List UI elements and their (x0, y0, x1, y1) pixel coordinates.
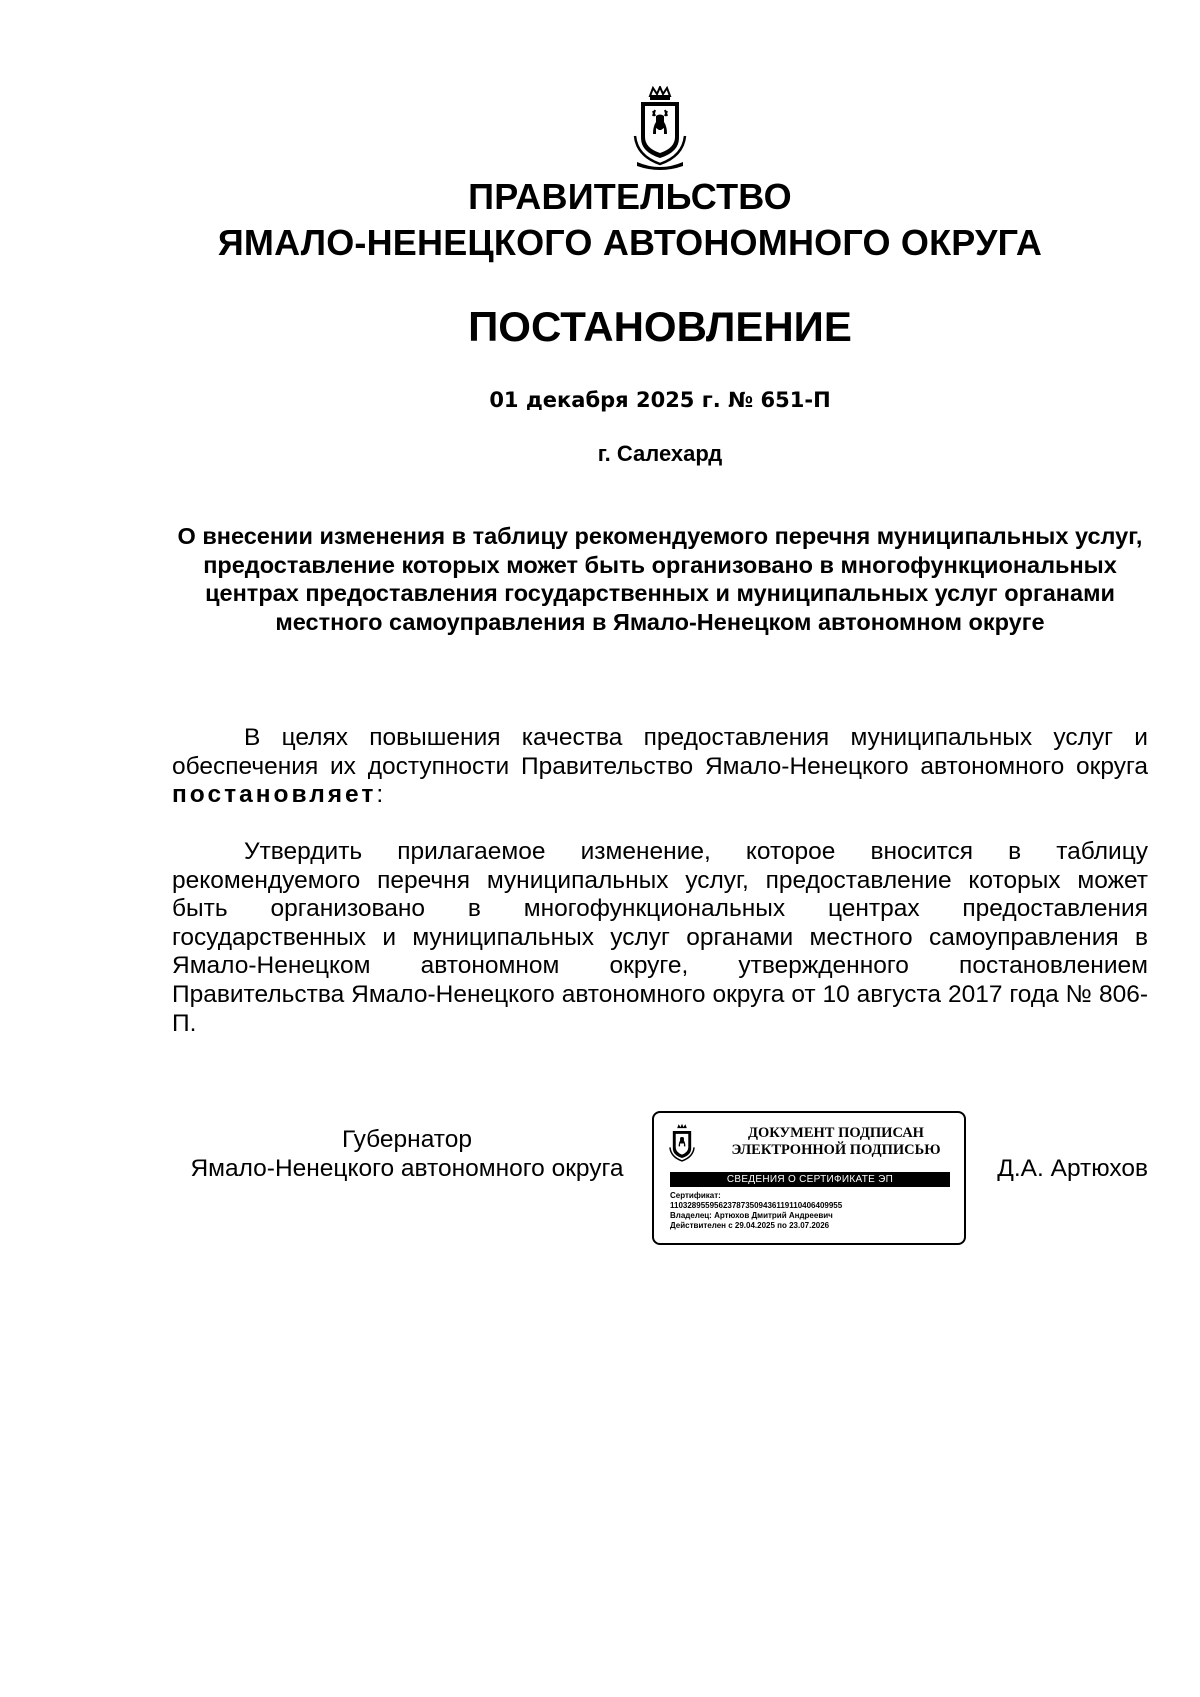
signatory-title-line-2: Ямало-Ненецкого автономного округа (190, 1155, 624, 1182)
electronic-signature-stamp (652, 1111, 966, 1245)
certificate-label: Сертификат: (670, 1191, 721, 1200)
stamp-heading-line-2: ЭЛЕКТРОННОЙ ПОДПИСЬЮ (731, 1142, 941, 1158)
signatory-title (172, 1125, 642, 1183)
government-line-2: ЯМАЛО-НЕНЕЦКОГО АВТОНОМНОГО ОКРУГА (217, 222, 1043, 263)
coat-of-arms-icon (631, 86, 689, 172)
certificate-number: 110328955956237873509436119110406409955 (670, 1201, 843, 1210)
government-header (0, 174, 1200, 266)
certificate-validity: Действителен с 29.04.2025 по 23.07.2026 (670, 1221, 830, 1230)
document-type-title: ПОСТАНОВЛЕНИЕ (468, 303, 852, 350)
preamble-paragraph (172, 724, 1148, 810)
city-line: г. Салехард (597, 441, 723, 466)
document-date-number: 01 декабря 2025 г. № 651-П (489, 388, 831, 412)
stamp-emblem-icon (668, 1123, 696, 1165)
document-subject: О внесении изменения в таблицу рекомендуемого перечня муниципальных услуг, предоставление которых может быть организовано в многофункциональных центрах предоставления государственных и муниципальных услуг органами местного самоуправления в Ямало-Ненецком автономном округе (177, 523, 1143, 635)
resolves-keyword: постановляет (172, 781, 377, 809)
preamble-text: В целях повышения качества предоставления муниципальных услуг и обеспечения их доступности Правительство Ямало-Ненецкого автономного округа (172, 724, 1148, 780)
stamp-heading-line-1: ДОКУМЕНТ ПОДПИСАН (748, 1125, 924, 1141)
signatory-name: Д.А. Артюхов (997, 1155, 1148, 1182)
certificate-info-bar: СВЕДЕНИЯ О СЕРТИФИКАТЕ ЭП (670, 1172, 950, 1187)
certificate-owner: Владелец: Артюхов Дмитрий Андреевич (670, 1211, 833, 1220)
preamble-end: : (376, 781, 384, 809)
signatory-title-line-1: Губернатор (342, 1126, 472, 1153)
stamp-heading (714, 1125, 958, 1159)
government-line-1: ПРАВИТЕЛЬСТВО (468, 176, 792, 217)
resolution-paragraph: Утвердить прилагаемое изменение, которое вносится в таблицу рекомендуемого перечня муниципальных услуг, предоставление которых может быть организовано в многофункциональных центрах предоставления государственных и муниципальных услуг органами местного самоуправления в Ямало-Ненецком автономном округе, утвержденного постановлением Правительства Ямало-Ненецкого автономного округа от 10 августа 2017 года № 806-П. (172, 838, 1148, 1037)
